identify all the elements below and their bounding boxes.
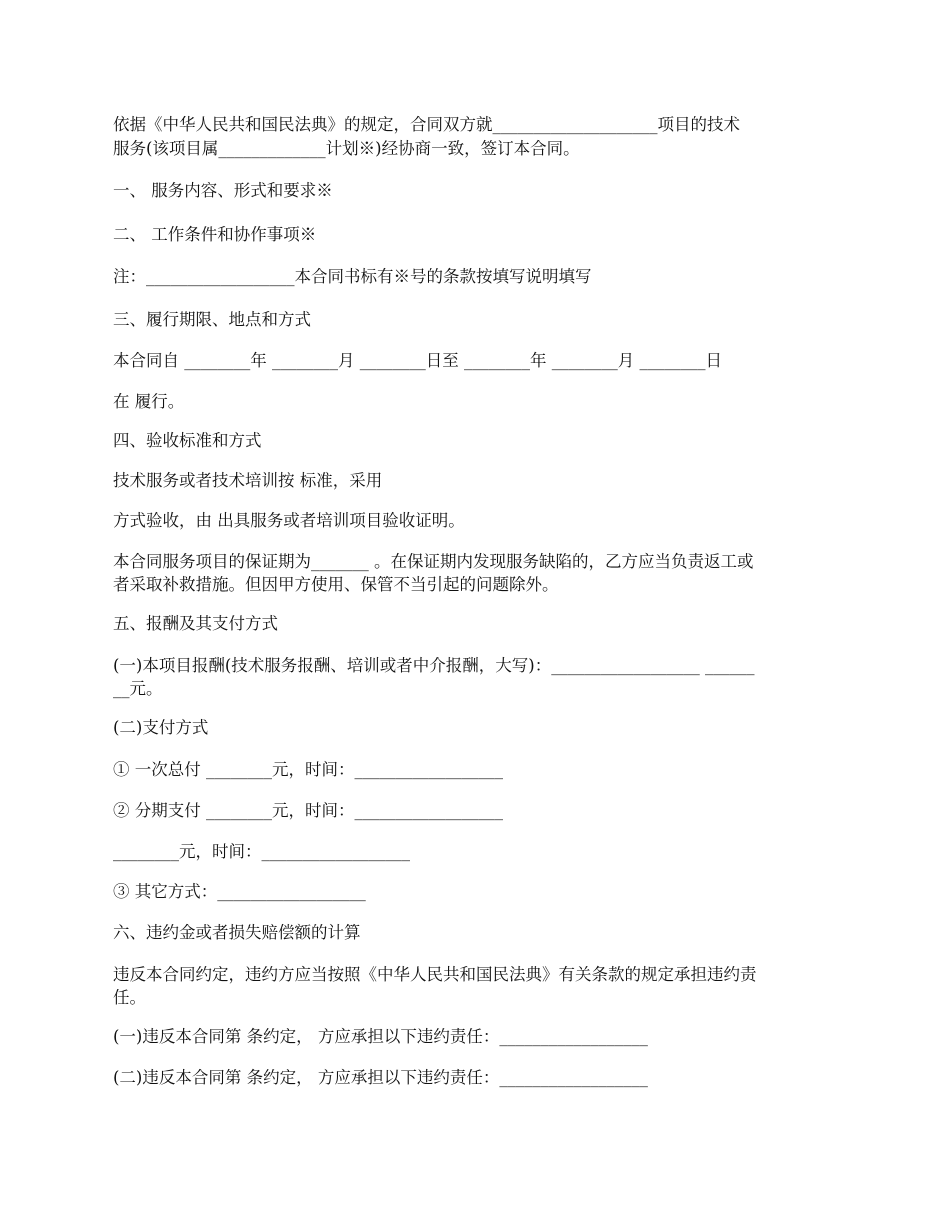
warranty-line-1: 本合同服务项目的保证期为_______ 。在保证期内发现服务缺陷的，乙方应当负责返工或: [113, 552, 754, 571]
section-heading-1: 一、 服务内容、形式和要求※: [113, 181, 333, 200]
breach-line-2: 任。: [113, 988, 146, 1007]
intro-line-1: 依据《中华人民共和国民法典》的规定，合同双方就____________________项目的技术: [113, 115, 740, 134]
section-heading-6: 六、违约金或者损失赔偿额的计算: [113, 923, 361, 942]
payment-option-2: ② 分期支付 ________元，时间：__________________: [113, 801, 503, 820]
section-heading-3: 三、履行期限、地点和方式: [113, 310, 311, 329]
payment-method-heading: (二)支付方式: [113, 718, 209, 737]
acceptance-line-2: 方式验收，由 出具服务或者培训项目验收证明。: [113, 511, 465, 530]
breach-line-1: 违反本合同约定，违约方应当按照《中华人民共和国民法典》有关条款的规定承担违约责: [113, 965, 757, 984]
intro-line-2: 服务(该项目属_____________计划※)经协商一致，签订本合同。: [113, 139, 580, 158]
section-heading-2: 二、 工作条件和协作事项※: [113, 225, 317, 244]
section-heading-5: 五、报酬及其支付方式: [113, 614, 278, 633]
section-heading-4: 四、验收标准和方式: [113, 431, 262, 450]
term-line: 本合同自 ________年 ________月 ________日至 ________年 ________月 ________日: [113, 351, 722, 370]
fee-line-2: __元。: [113, 679, 163, 698]
acceptance-line-1: 技术服务或者技术培训按 标准，采用: [113, 471, 383, 490]
payment-option-3: ③ 其它方式：__________________: [113, 882, 366, 901]
warranty-line-2: 者采取补救措施。但因甲方使用、保管不当引起的问题除外。: [113, 575, 559, 594]
fee-line-1: (一)本项目报酬(技术服务报酬、培训或者中介报酬，大写)：__________________ ______: [113, 656, 755, 675]
payment-option-2b: ________元，时间：__________________: [113, 842, 410, 861]
note-line: 注：__________________本合同书标有※号的条款按填写说明填写: [113, 267, 592, 286]
breach-item-1: (一)违反本合同第 条约定， 方应承担以下违约责任：__________________: [113, 1027, 648, 1046]
place-line: 在 履行。: [113, 392, 185, 411]
breach-item-2: (二)违反本合同第 条约定， 方应承担以下违约责任：__________________: [113, 1068, 648, 1087]
payment-option-1: ① 一次总付 ________元，时间：__________________: [113, 760, 503, 779]
